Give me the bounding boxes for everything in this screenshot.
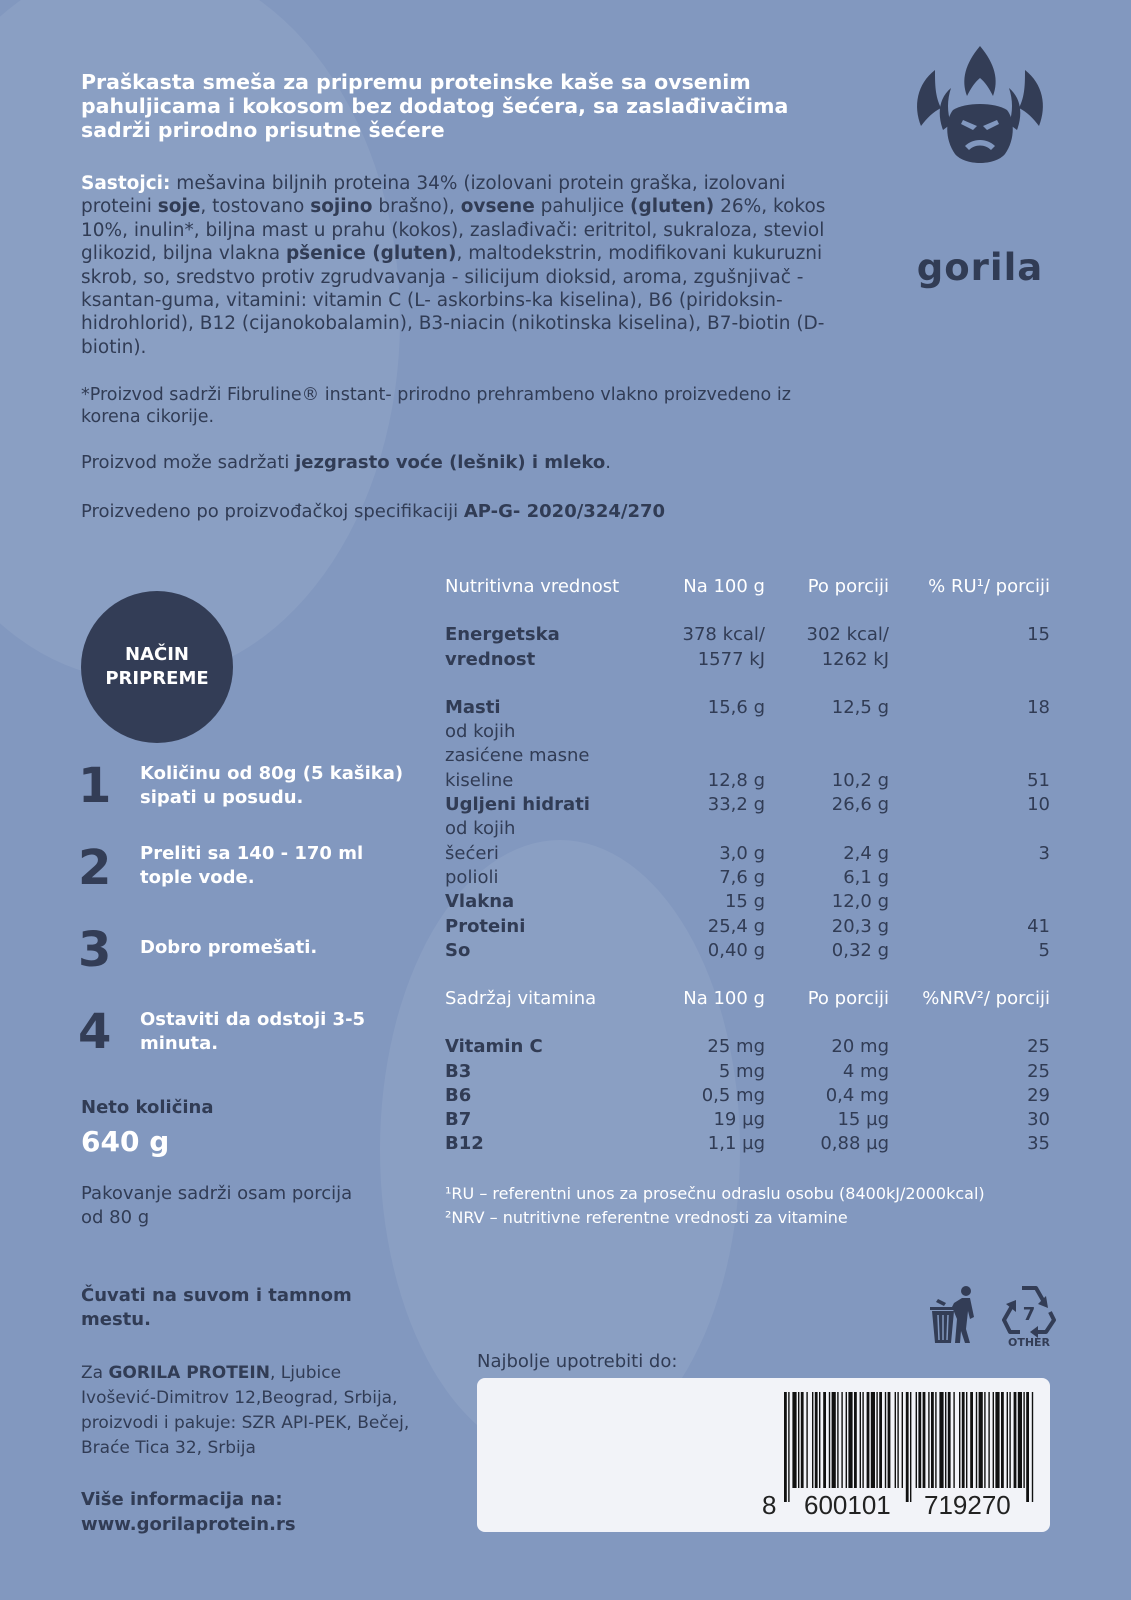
- row-name: B6: [445, 1084, 472, 1106]
- barcode-bar: [801, 1392, 804, 1488]
- barcode-bar: [854, 1392, 857, 1488]
- barcode-digits-right: 719270: [924, 1490, 1011, 1520]
- table-row: [445, 842, 1050, 866]
- producer-part: , Ljubice Ivošević-Dimitrov 12,Beograd, Srbija, proizvodi i pakuje: SZR API-PEK, Bečej, Braće Tica 32, Srbija: [81, 1363, 410, 1458]
- table-row: [445, 793, 1050, 817]
- barcode-bar: [935, 1392, 936, 1488]
- step-text: Količinu od 80g (5 kašika) sipati u posudu.: [140, 763, 404, 808]
- row-name: Proteini: [445, 915, 526, 937]
- producer-info: [81, 1361, 421, 1461]
- row-per100: 5 mg: [718, 1060, 765, 1082]
- producer-part: Za: [81, 1363, 109, 1383]
- table-header: Sadržaj vitamina: [445, 988, 597, 1009]
- brand-name: gorila: [916, 246, 1044, 289]
- barcode-bar: [1023, 1392, 1024, 1488]
- row-per100: 15,6 g: [707, 696, 765, 718]
- table-row: [445, 744, 1050, 768]
- table-row: [445, 817, 1050, 841]
- table-row: [445, 720, 1050, 744]
- more-info-label: Više informacija na:: [81, 1489, 283, 1510]
- barcode-bar: [792, 1392, 796, 1488]
- ingredients-part: brašno),: [372, 196, 461, 218]
- barcode-bar: [885, 1392, 886, 1488]
- barcode-digit-prefix: 8: [762, 1490, 777, 1520]
- row-portion: 6,1 g: [843, 866, 889, 888]
- recycle-label: OTHER: [1007, 1336, 1051, 1348]
- row-nrv: 35: [1027, 1133, 1050, 1155]
- barcode-bar: [993, 1392, 994, 1488]
- ingredients-label: Sastojci:: [81, 173, 171, 194]
- barcode-bar: [1026, 1392, 1029, 1502]
- row-per100: 15 g: [724, 891, 765, 913]
- row-per100: 19 µg: [713, 1109, 765, 1131]
- row-nrv: 29: [1027, 1084, 1050, 1106]
- table-row: [445, 769, 1050, 793]
- step-text: Preliti sa 140 - 170 ml tople vode.: [140, 843, 364, 888]
- barcode-bar: [815, 1392, 818, 1488]
- barcode-bar: [788, 1392, 789, 1502]
- barcode-bar: [988, 1392, 989, 1488]
- allergen-soy-flour: sojino: [310, 196, 373, 218]
- barcode-bar: [876, 1392, 877, 1488]
- step-text: Dobro promešati.: [140, 937, 318, 958]
- ingredients-part: , maltodekstrin, modifikovani kukuruzni skrob, so, sredstvo protiv zgrudvavanja - silicijum dioksid, aroma, zgušnjivač - ksantan-guma, vitamini: vitamin C (L- askorbins-ka kiselina), B6 (piridoksin-hidrohlorid), B12 (cijanokobalamin), B3-niacin (nikotinska kiselina), B7-biotin (D-biotin).: [81, 243, 825, 358]
- ingredients-part: mešavina biljnih proteina 34% (izolovani protein graška, izolovani proteini: [81, 173, 786, 218]
- recycle-icon: [1002, 1282, 1056, 1348]
- ingredients-text: [81, 172, 841, 359]
- row-portion: 12,5 g: [831, 696, 889, 718]
- barcode-bar: [888, 1392, 891, 1488]
- row-per100: 0,5 mg: [701, 1084, 765, 1106]
- row-name: Masti: [445, 696, 501, 718]
- best-before-label: Najbolje upotrebiti do:: [477, 1351, 678, 1372]
- barcode-bar: [910, 1392, 911, 1502]
- preparation-heading-line: NAČIN: [125, 644, 189, 665]
- row-per100: 1,1 µg: [707, 1133, 765, 1155]
- barcode-bar: [1009, 1392, 1010, 1488]
- barcode-bar: [879, 1392, 882, 1488]
- row-name: Vlakna: [445, 891, 515, 913]
- allergen-warning: [81, 452, 841, 474]
- recycle-number: 7: [1022, 1304, 1036, 1325]
- row-portion: 2,4 g: [843, 842, 889, 864]
- row-name: B3: [445, 1060, 472, 1082]
- table-row: [445, 1132, 1050, 1156]
- barcode-bar: [846, 1392, 847, 1488]
- more-info: [81, 1487, 401, 1537]
- vitamins-table: [445, 987, 1050, 1157]
- barcode-bar: [1018, 1392, 1022, 1488]
- barcode-bar: [984, 1392, 985, 1488]
- table-header-row: [445, 575, 1050, 623]
- row-name: Vitamin C: [445, 1036, 543, 1058]
- barcode-bar: [862, 1392, 863, 1488]
- footnotes: [445, 1182, 1065, 1230]
- barcode-bar: [871, 1392, 875, 1488]
- row-name: od kojih: [445, 721, 516, 743]
- package-note: Pakovanje sadrži osam porcija od 80 g: [81, 1183, 353, 1228]
- barcode: [782, 1392, 1037, 1502]
- barcode-bar: [812, 1392, 813, 1488]
- barcode-bar: [976, 1392, 977, 1488]
- row-per100: 33,2 g: [707, 794, 765, 816]
- ingredients-part: pahuljice: [534, 196, 631, 218]
- row-portion: 0,32 g: [831, 939, 889, 961]
- table-row: [445, 1084, 1050, 1108]
- row-name-line: Energetska: [445, 624, 560, 646]
- specification-line: [81, 501, 841, 523]
- specification-code: AP-G- 2020/324/270: [463, 501, 666, 522]
- barcode-bar: [867, 1392, 870, 1488]
- table-row: [445, 1060, 1050, 1084]
- barcode-bar: [823, 1392, 826, 1488]
- table-row: [445, 1108, 1050, 1132]
- barcode-bar: [923, 1392, 926, 1488]
- tidyman-icon: [930, 1285, 978, 1345]
- value-line: 378 kcal/: [682, 624, 765, 646]
- producer-brand: GORILA PROTEIN: [108, 1363, 270, 1383]
- barcode-bar: [959, 1392, 960, 1488]
- row-name-line: vrednost: [445, 648, 536, 670]
- row-ru: 10: [1027, 794, 1050, 816]
- ingredients-part: , tostovano: [200, 196, 311, 218]
- row-ru: [889, 866, 1050, 890]
- row-per100: 25,4 g: [707, 915, 765, 937]
- value-line: 1262 kJ: [821, 648, 889, 670]
- barcode-bar: [962, 1392, 965, 1488]
- barcode-panel: [477, 1378, 1050, 1532]
- row-ru: [889, 890, 1050, 914]
- row-name: od kojih: [445, 818, 516, 840]
- step-number: 3: [78, 922, 112, 978]
- net-quantity-value: 640 g: [81, 1125, 170, 1158]
- gorilla-head-icon: [905, 40, 1055, 170]
- storage-instructions: Čuvati na suvom i tamnom mestu.: [81, 1285, 352, 1330]
- row-name: B12: [445, 1133, 484, 1155]
- table-header: Nutritivna vrednost: [445, 576, 620, 597]
- product-title: Praškasta smeša za pripremu proteinske kaše sa ovsenim pahuljicama i kokosom bez dodatog šećera, sa zaslađivačima sadrži prirodno prisutne šećere: [81, 70, 789, 142]
- table-row: [445, 915, 1050, 939]
- fibruline-note: *Proizvod sadrži Fibruline® instant- prirodno prehrambeno vlakno proizvedeno iz korena cikorije.: [81, 385, 791, 427]
- row-portion: 10,2 g: [831, 769, 889, 791]
- barcode-bar: [829, 1392, 830, 1488]
- row-portion: 4 mg: [842, 1060, 889, 1082]
- barcode-bar: [916, 1392, 917, 1488]
- value-line: 302 kcal/: [806, 624, 889, 646]
- row-portion: 26,6 g: [831, 794, 889, 816]
- row-ru: 41: [1027, 915, 1050, 937]
- row-portion: 12,0 g: [831, 891, 889, 913]
- website-link[interactable]: www.gorilaprotein.rs: [81, 1514, 296, 1535]
- table-row: [445, 866, 1050, 890]
- table-header: Na 100 g: [683, 988, 765, 1009]
- specification-label: Proizvedeno po proizvođačkoj specifikaciji: [81, 501, 464, 522]
- barcode-bar: [902, 1392, 903, 1488]
- barcode-bar: [1007, 1392, 1008, 1488]
- row-per100: [665, 623, 765, 672]
- step-number: 4: [78, 1004, 112, 1060]
- table-row: [445, 623, 1050, 672]
- table-row: [445, 939, 1050, 963]
- row-name: B7: [445, 1109, 472, 1131]
- row-name: zasićene masne: [445, 745, 590, 767]
- table-header: % RU¹/ porciji: [928, 576, 1050, 597]
- row-per100: 25 mg: [707, 1036, 765, 1058]
- barcode-bar: [1014, 1392, 1017, 1488]
- table-header: Na 100 g: [683, 576, 765, 597]
- barcode-bar: [995, 1392, 999, 1488]
- barcode-bar: [798, 1392, 799, 1488]
- barcode-bar: [970, 1392, 973, 1488]
- allergen-warning-bold: jezgrasto voće (lešnik) i mleko: [295, 452, 606, 473]
- step-number: 1: [78, 758, 112, 814]
- barcode-bar: [841, 1392, 842, 1488]
- allergen-soy: soje: [157, 196, 201, 218]
- preparation-heading-line: PRIPREME: [105, 668, 209, 689]
- barcode-bar: [948, 1392, 951, 1488]
- row-portion: 20 mg: [831, 1036, 889, 1058]
- barcode-bar: [837, 1392, 838, 1488]
- preparation-heading: [81, 591, 233, 743]
- value-line: 1577 kJ: [697, 648, 765, 670]
- row-portion: 20,3 g: [831, 915, 889, 937]
- row-nrv: 30: [1027, 1109, 1050, 1131]
- ingredients-part: 26%, kokos 10%, inulin*, biljna mast u prahu (kokos), zaslađivači: eritritol, sukraloza, steviol glikozid, biljna vlakna: [81, 196, 826, 265]
- row-portion: 15 µg: [837, 1109, 889, 1131]
- barcode-bar: [819, 1392, 820, 1488]
- row-nrv: 25: [1027, 1036, 1050, 1058]
- row-portion: 0,88 µg: [820, 1133, 889, 1155]
- barcode-bar: [860, 1392, 861, 1488]
- barcode-bar: [906, 1392, 909, 1502]
- table-header-row: [445, 987, 1050, 1035]
- barcode-digits-left: 600101: [804, 1490, 891, 1520]
- nutrition-table: [445, 575, 1050, 963]
- row-ru: 3: [1038, 842, 1050, 864]
- row-name: kiseline: [445, 769, 514, 791]
- row-ru: 5: [1038, 939, 1050, 961]
- row-name: polioli: [445, 866, 499, 888]
- barcode-bar: [966, 1392, 967, 1488]
- barcode-bar: [848, 1392, 852, 1488]
- barcode-bar: [895, 1392, 896, 1488]
- step-text: Ostaviti da odstoji 3-5 minuta.: [140, 1009, 366, 1054]
- barcode-bar: [1032, 1392, 1033, 1502]
- allergen-oat: ovsene: [460, 196, 535, 218]
- barcode-bar: [939, 1392, 943, 1488]
- row-per100: 12,8 g: [707, 769, 765, 791]
- barcode-bar: [979, 1392, 983, 1488]
- table-row: [445, 672, 1050, 720]
- row-portion: 0,4 mg: [825, 1084, 889, 1106]
- row-nrv: 25: [1027, 1060, 1050, 1082]
- row-ru: 15: [1027, 624, 1050, 646]
- row-per100: 3,0 g: [719, 842, 765, 864]
- allergen-wheat: pšenice (gluten): [285, 243, 457, 265]
- row-ru: 18: [1027, 696, 1050, 718]
- table-header: %NRV²/ porciji: [922, 988, 1050, 1009]
- barcode-bar: [928, 1392, 929, 1488]
- table-header: Po porciji: [807, 576, 889, 597]
- allergen-warning-part: Proizvod može sadržati: [81, 452, 296, 473]
- row-name: Ugljeni hidrati: [445, 794, 590, 816]
- row-name: [445, 623, 665, 672]
- row-per100: 0,40 g: [707, 939, 765, 961]
- row-name: šećeri: [445, 842, 499, 864]
- table-row: [445, 1035, 1050, 1059]
- allergen-gluten: (gluten): [630, 196, 715, 218]
- barcode-bar: [806, 1392, 807, 1488]
- row-ru: 51: [1027, 769, 1050, 791]
- barcode-bar: [784, 1392, 787, 1502]
- barcode-bar: [945, 1392, 946, 1488]
- net-quantity-label: Neto količina: [81, 1097, 214, 1118]
- barcode-bar: [953, 1392, 954, 1488]
- barcode-bar: [832, 1392, 836, 1488]
- barcode-bar: [1001, 1392, 1004, 1488]
- barcode-bar: [897, 1392, 898, 1488]
- table-row: [445, 890, 1050, 914]
- row-name: So: [445, 939, 471, 961]
- barcode-bar: [918, 1392, 921, 1488]
- footnote: ²NRV – nutritivne referentne vrednosti za vitamine: [445, 1208, 848, 1227]
- row-portion: [765, 623, 889, 672]
- barcode-bar: [931, 1392, 934, 1488]
- footnote: ¹RU – referentni unos za prosečnu odraslu osobu (8400kJ/2000kcal): [445, 1184, 985, 1203]
- allergen-warning-part: .: [605, 452, 611, 473]
- row-per100: 7,6 g: [719, 866, 765, 888]
- table-header: Po porciji: [807, 988, 889, 1009]
- step-number: 2: [78, 840, 112, 896]
